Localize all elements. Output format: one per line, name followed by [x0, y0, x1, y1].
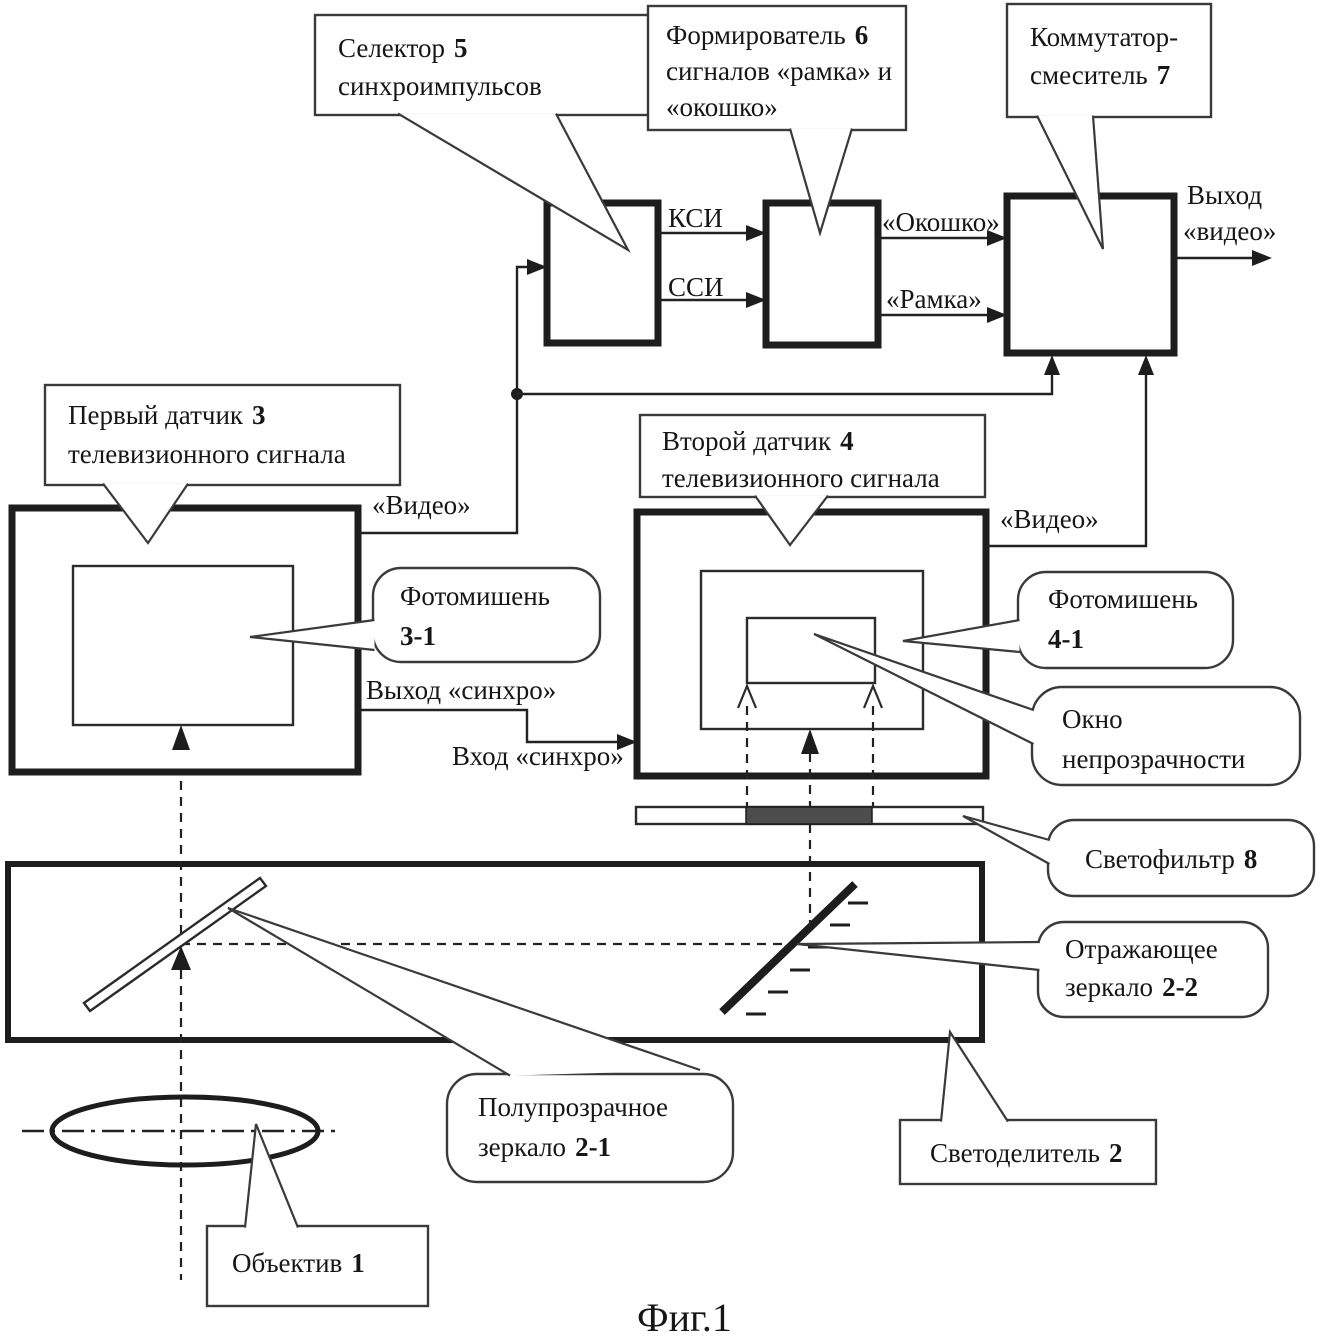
svg-text:3-1: 3-1 — [400, 621, 436, 651]
label-ssi: ССИ — [668, 272, 724, 302]
label-ramka: «Рамка» — [886, 284, 982, 314]
svg-text:Объектив1: Объектив 1 — [232, 1248, 365, 1278]
svg-text:Фотомишень: Фотомишень — [1048, 584, 1198, 614]
label-sync-in: Вход «синхро» — [452, 741, 624, 771]
filter-dark-zone — [746, 807, 872, 824]
photo-target-3-1-rect — [73, 566, 293, 725]
svg-text:4-1: 4-1 — [1048, 624, 1084, 654]
svg-text:зеркало2-2: зеркало 2-2 — [1065, 972, 1199, 1002]
svg-text:Полупрозрачное: Полупрозрачное — [478, 1092, 668, 1122]
svg-text:«окошко»: «окошко» — [666, 92, 778, 122]
svg-text:Светофильтр8: Светофильтр 8 — [1085, 844, 1258, 874]
svg-text:телевизионного сигнала: телевизионного сигнала — [662, 463, 940, 493]
label-ksi: КСИ — [668, 203, 723, 233]
svg-text:непрозрачности: непрозрачности — [1062, 744, 1246, 774]
svg-text:Второй датчик4: Второй датчик 4 — [662, 426, 854, 456]
label-okoshko: «Окошко» — [882, 207, 1000, 237]
svg-text:Селектор5: Селектор 5 — [338, 33, 468, 63]
svg-text:Формирователь6: Формирователь 6 — [666, 20, 869, 50]
svg-text:Фотомишень: Фотомишень — [400, 581, 550, 611]
svg-text:Коммутатор-: Коммутатор- — [1030, 22, 1179, 52]
svg-text:смеситель7: смеситель 7 — [1030, 60, 1171, 90]
svg-text:Светоделитель2: Светоделитель 2 — [930, 1138, 1123, 1168]
svg-text:сигналов «рамка» и: сигналов «рамка» и — [666, 56, 893, 86]
label-video-out-1: Выход — [1187, 180, 1263, 210]
svg-text:зеркало2-1: зеркало 2-1 — [478, 1132, 612, 1162]
label-video-right: «Видео» — [1000, 504, 1099, 534]
light-filter-strip — [636, 807, 983, 824]
svg-text:Окно: Окно — [1062, 704, 1123, 734]
label-video-out-2: «видео» — [1183, 216, 1277, 246]
label-video-left: «Видео» — [372, 490, 471, 520]
label-sync-out: Выход «синхро» — [366, 675, 557, 705]
figure-caption: Фиг.1 — [637, 1295, 732, 1340]
svg-text:Первый датчик3: Первый датчик 3 — [68, 400, 266, 430]
svg-text:синхроимпульсов: синхроимпульсов — [338, 71, 542, 101]
svg-text:Отражающее: Отражающее — [1065, 934, 1218, 964]
svg-text:телевизионного сигнала: телевизионного сигнала — [68, 439, 346, 469]
